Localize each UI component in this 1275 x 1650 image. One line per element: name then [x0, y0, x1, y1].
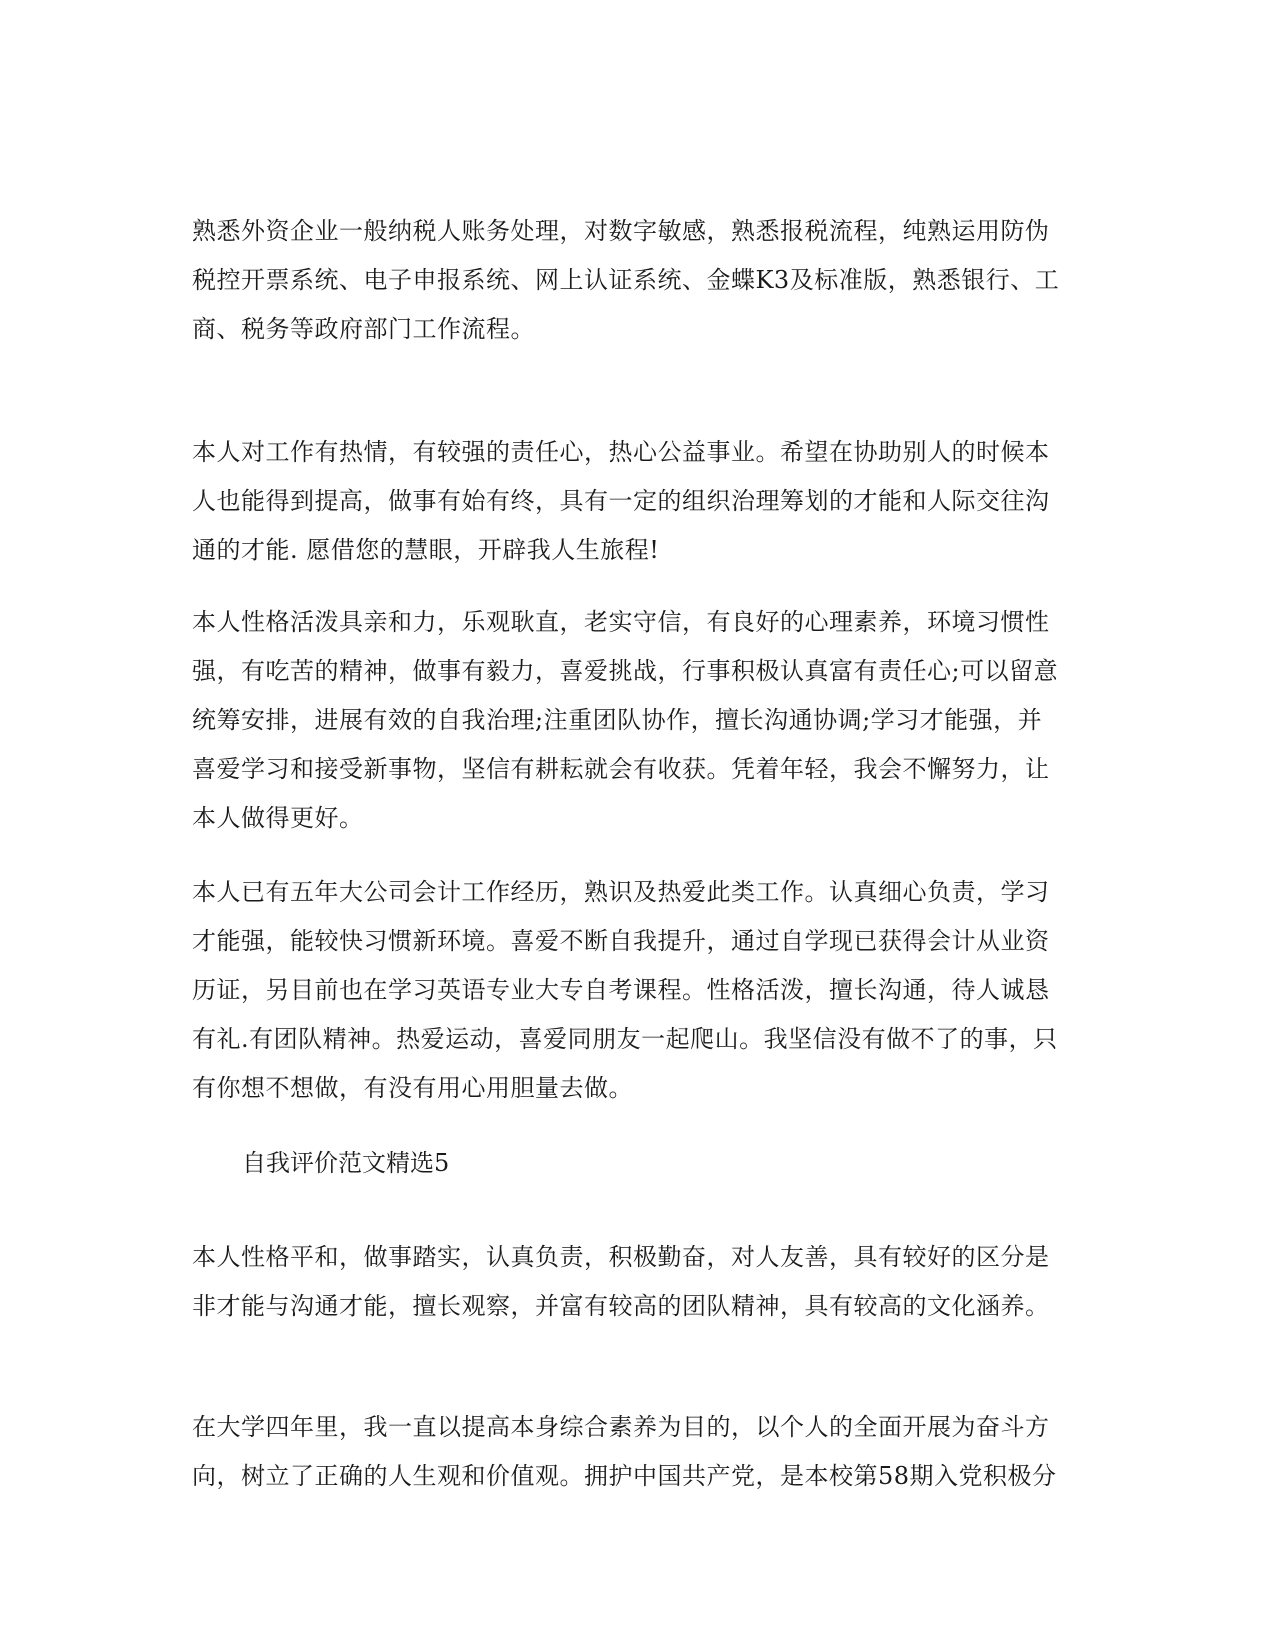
paragraph-accounting-skills: 熟悉外资企业一般纳税人账务处理，对数字敏感，熟悉报税流程，纯熟运用防伪 税控开票系统、电子申报系统、网上认证系统、金蝶K3及标准版，熟悉银行、工 商、税务等政府部门工作流程。	[192, 217, 1060, 343]
section-heading: 自我评价范文精选5	[242, 1149, 450, 1177]
paragraph-experience: 本人已有五年大公司会计工作经历，熟识及热爱此类工作。认真细心负责，学习 才能强，能较快习惯新环境。喜爱不断自我提升，通过自学现已获得会计从业资 历证，另目前也在学习英语专业大专自考课程。性格活泼，擅长沟通，待人诚恳 有礼.有团队精神。热爱运动，喜爱同朋友一起爬山。我坚信没有做不了的事，只 有你想不想做，有没有用心用胆量去做。	[192, 878, 1058, 1102]
paragraph-character: 本人性格平和，做事踏实，认真负责，积极勤奋，对人友善，具有较好的区分是 非才能与沟通才能，擅长观察，并富有较高的团队精神，具有较高的文化涵养。	[192, 1243, 1050, 1320]
paragraph-work-enthusiasm: 本人对工作有热情，有较强的责任心，热心公益事业。希望在协助别人的时候本 人也能得到提高，做事有始有终，具有一定的组织治理筹划的才能和人际交往沟 通的才能. 愿借您的慧眼，开辟我人生旅程!	[192, 438, 1050, 564]
paragraph-university: 在大学四年里，我一直以提高本身综合素养为目的，以个人的全面开展为奋斗方 向，树立了正确的人生观和价值观。拥护中国共产党，是本校第58期入党积极分	[192, 1413, 1057, 1490]
paragraph-personality: 本人性格活泼具亲和力，乐观耿直，老实守信，有良好的心理素养，环境习惯性 强，有吃苦的精神，做事有毅力，喜爱挑战，行事积极认真富有责任心;可以留意 统筹安排，进展有效的自我治理;注重团队协作，擅长沟通协调;学习才能强，并 喜爱学习和接受新事物，坚信有耕耘就会有收获。凭着年轻，我会不懈努力，让 本人做得更好。	[192, 608, 1059, 832]
